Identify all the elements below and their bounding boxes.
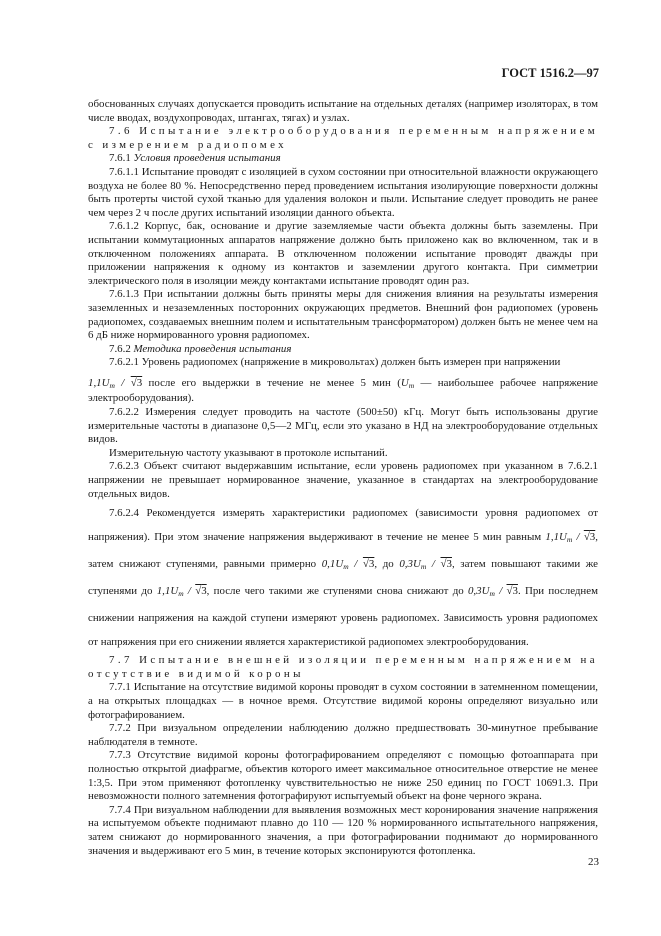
formula-1-1-um-sqrt3: $1,1U_m / √3$ [88, 376, 143, 390]
heading-title: Условия проведения испытания [133, 152, 281, 165]
section-heading-7-7: 7.7 Испытание внешней изоляции переменным напряжением на отсутствие видимой короны [88, 654, 598, 680]
subsection-heading-7-6-1 [88, 152, 598, 166]
paragraph-7-6-1-1: 7.6.1.1 Испытание проводят с изоляцией в сухом состоянии при относительной влажности окружающего воздуха не более 80 %. Непосредственно перед проведением испытания изолирующие поверхности должны быть протерты чистой сухой тканью для удаления волокон и пыли. Испытание следует проводить не ранее чем через 2 ч после других испытаний изоляции данного объекта. [88, 165, 598, 219]
heading-title: Методика проведения испытания [133, 342, 292, 355]
formula-0-3-um-sqrt3: $0,3U_m / √3$ [399, 558, 452, 572]
paragraph-7-7-1: 7.7.1 Испытание на отсутствие видимой короны проводят в сухом состоянии в затемненном помещении, а на открытых площадках — в ночное время. Отсутствие видимой короны определяют визуально или фотографированием. [88, 681, 598, 721]
subsection-heading-7-6-2 [88, 343, 598, 357]
formula-1-1-um-sqrt3: $1,1U_m / √3$ [156, 585, 207, 599]
formula-um: $U_m$ [400, 376, 415, 390]
document-body [88, 98, 598, 858]
page-number: 23 [588, 856, 599, 868]
paragraph-7-6-2-2-note: Измерительную частоту указывают в протоколе испытаний. [109, 446, 388, 459]
heading-number: 7.6.2 [109, 342, 134, 355]
paragraph-7-6-1-2: 7.6.1.2 Корпус, бак, основание и другие заземляемые части объекта должны быть заземлены. При испытании коммутационных аппаратов напряжение должно быть приложено как во включенном, так и в отключенном положениях аппарата. В отключенном положении испытание проводят дважды при приложении напряжения к одному из контактов и заземлении другого контакта. При симметрии электрического поля в изоляции между контактами испытание проводят один раз. [88, 220, 598, 287]
formula-0-1-um-sqrt3: $0,1U_m / √3$ [321, 558, 375, 572]
paragraph-7-6-2-1-a: 7.6.2.1 Уровень радиопомех (напряжение в микровольтах) должен быть измерен при напряжении [109, 356, 561, 369]
paragraph-7-6-2-4: 7.6.2.4 Рекомендуется измерять характеристики радиопомех (зависимости уровня радиопомех от напряжения). При этом значение напряжения выдерживают в течение не менее 5 мин равным $1,1U_m / √3$, затем снижают ступенями, равными примерно $0,1U_m / √3$, до $0,3U_m / √3$, затем повышают такими же ступенями до $1,1U_m / √3$, после чего такими же ступенями снова снижают до $0,3U_m / √3$. При последнем снижении напряжения на каждой ступени измеряют уровень радиопомех. Зависимость уровня радиопомех от напряжения при его снижении является характеристикой радиопомех электрооборудования. [88, 507, 598, 649]
paragraph-intro: обоснованных случаях допускается проводить испытание на отдельных деталях (например изоляторах, в том числе вводах, воздухопроводах, штангах, тягах) и узлах. [88, 98, 598, 124]
paragraph-7-7-3: 7.7.3 Отсутствие видимой короны фотографированием определяют с помощью фотоаппарата при полностью открытой диафрагме, объектив которого имеет максимальное относительное отверстие не менее 1:3,5. При этом применяют фотопленку чувствительностью не ниже 250 единиц по ГОСТ 10691.3. При невозможности полного затемнения фотографируют испытуемый объект на фоне черного экрана. [88, 749, 598, 803]
section-heading-7-6: 7.6 Испытание электрооборудования переменным напряжением с измерением радиопомех [88, 125, 598, 151]
paragraph-7-7-4: 7.7.4 При визуальном наблюдении для выявления возможных мест коронирования значение напряжения на испытуемом объекте поднимают плавно до 110 — 120 % нормированного испытательного напряжения, затем снижают до нормированного значения, а при фотографировании поднимают до нормированного значения и выдерживают его 5 мин, в течение которых экспонируются фотопленка. [88, 803, 598, 857]
standard-header: ГОСТ 1516.2—97 [501, 66, 599, 80]
formula-1-1-um-sqrt3: $1,1U_m / √3$ [545, 531, 596, 545]
paragraph-7-7-2: 7.7.2 При визуальном определении наблюдению должно предшествовать 30-минутное пребывание наблюдателя в темноте. [88, 722, 598, 748]
paragraph-7-6-2-2: 7.6.2.2 Измерения следует проводить на частоте (500±50) кГц. Могут быть использованы другие измерительные частоты в диапазоне 0,5—2 МГц, если это указано в НД на электрооборудование отдельных видов. [88, 406, 598, 446]
paragraph-7-6-1-3: 7.6.1.3 При испытании должны быть приняты меры для снижения влияния на результаты измерения заземленных и незаземленных посторонних окружающих предметов. Внешний фон радиопомех (уровень радиопомех, создаваемых внешним полем и испытательным трансформатором) должен быть не менее чем на 6 дБ ниже нормированного уровня радиопомех. [88, 288, 598, 342]
paragraph-7-6-2-1-b: $1,1U_m / √3$ после его выдержки в течение не менее 5 мин ($U_m$ — наибольшее рабочее напряжение электрооборудования). [88, 376, 598, 405]
formula-0-3-um-sqrt3: $0,3U_m / √3$ [467, 585, 518, 599]
paragraph-7-6-2-3: 7.6.2.3 Объект считают выдержавшим испытание, если уровень радиопомех при указанном в 7.6.2.1 напряжении не превышает нормированное значение, указанное в стандартах на электрооборудование отдельных видов. [88, 460, 598, 500]
heading-number: 7.6.1 [109, 152, 134, 165]
